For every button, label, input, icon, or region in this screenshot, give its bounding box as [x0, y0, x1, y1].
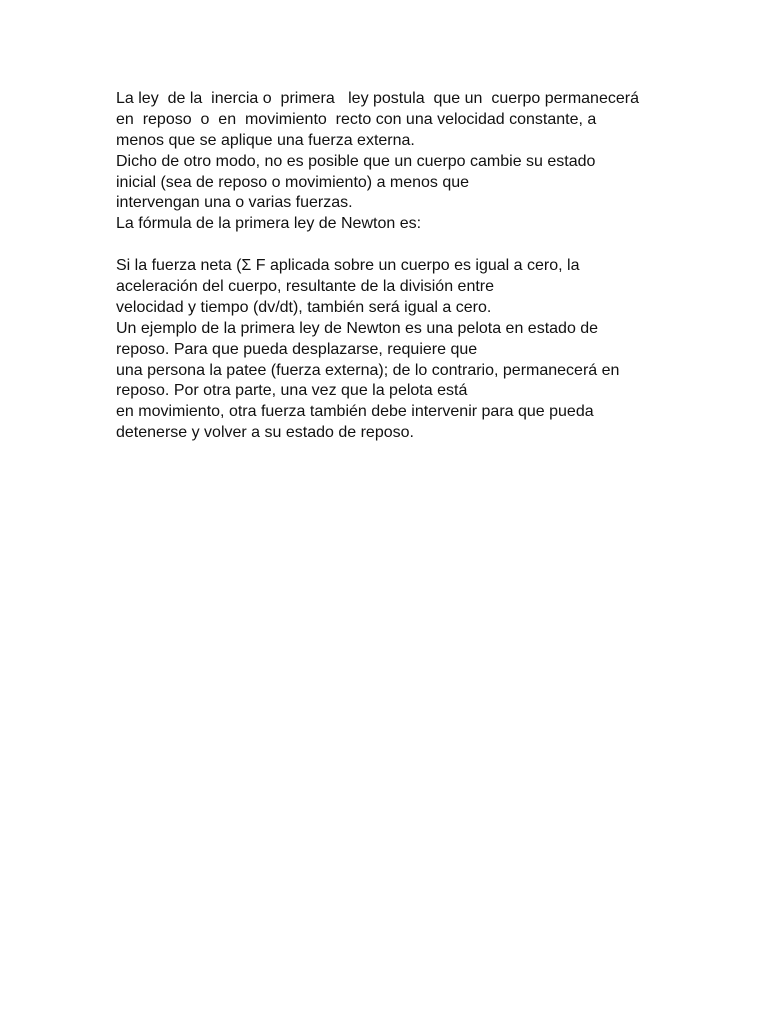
- text-line: una persona la patee (fuerza externa); de lo contrario, permanecerá en: [116, 361, 620, 379]
- text-line: inicial (sea de reposo o movimiento) a menos que: [116, 173, 470, 191]
- text-line: reposo. Para que pueda desplazarse, requiere que: [116, 340, 478, 358]
- text-line: menos que se aplique una fuerza externa.: [116, 131, 415, 149]
- text-line: velocidad y tiempo (dv/dt), también será igual a cero.: [116, 298, 492, 316]
- text-line: intervengan una o varias fuerzas.: [116, 194, 353, 212]
- text-line: en reposo o en movimiento recto con una velocidad constante, a: [116, 110, 597, 128]
- body-text: [116, 89, 676, 444]
- blank-line: [116, 235, 676, 256]
- text-line: Dicho de otro modo, no es posible que un cuerpo cambie su estado: [116, 152, 596, 170]
- text-line: detenerse y volver a su estado de reposo.: [116, 424, 414, 442]
- text-line: en movimiento, otra fuerza también debe intervenir para que pueda: [116, 403, 594, 421]
- text-line: La ley de la inercia o primera ley postula que un cuerpo permanecerá: [116, 90, 639, 107]
- text-line: reposo. Por otra parte, una vez que la pelota está: [116, 382, 468, 400]
- text-line: Un ejemplo de la primera ley de Newton es una pelota en estado de: [116, 319, 599, 337]
- text-line: Si la fuerza neta (Σ F aplicada sobre un cuerpo es igual a cero, la: [116, 257, 580, 275]
- text-line: aceleración del cuerpo, resultante de la división entre: [116, 278, 495, 296]
- text-line: La fórmula de la primera ley de Newton es:: [116, 215, 422, 233]
